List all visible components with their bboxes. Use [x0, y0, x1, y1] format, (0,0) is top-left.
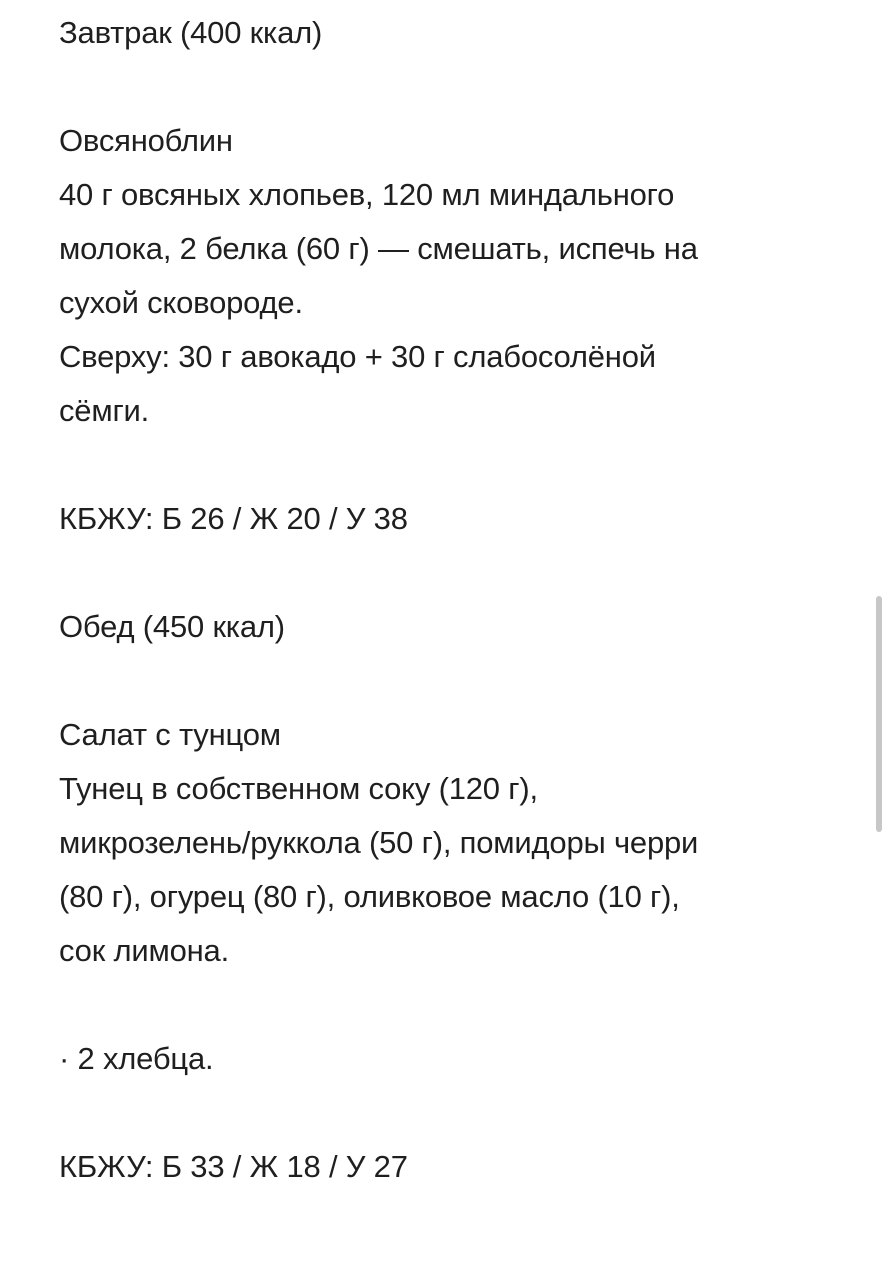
recipe-text-line: сёмги.: [59, 393, 150, 428]
dish-title-tuna-salad: Салат с тунцом: [59, 717, 281, 752]
bullet-item-bread: · 2 хлебца.: [59, 1041, 214, 1076]
recipe-text-line: молока, 2 белка (60 г) — смешать, испечь на: [59, 231, 698, 266]
section-heading-lunch: Обед (450 ккал): [59, 609, 285, 644]
scrollbar[interactable]: [876, 0, 882, 1286]
blank-line: [59, 1086, 849, 1140]
recipe-text-line: сок лимона.: [59, 933, 229, 968]
dish-title-oat-pancake: Овсяноблин: [59, 123, 233, 158]
recipe-text-line: сухой сковороде.: [59, 285, 303, 320]
blank-line: [59, 438, 849, 492]
note-body[interactable]: [59, 6, 849, 1194]
scrollbar-thumb[interactable]: [876, 596, 882, 832]
macros-breakfast: КБЖУ: Б 26 / Ж 20 / У 38: [59, 501, 408, 536]
recipe-text-line: (80 г), огурец (80 г), оливковое масло (10 г),: [59, 879, 680, 914]
blank-line: [59, 978, 849, 1032]
recipe-text-line: Сверху: 30 г авокадо + 30 г слабосолёной: [59, 339, 656, 374]
recipe-text-line: микрозелень/руккола (50 г), помидоры черри: [59, 825, 699, 860]
section-heading-breakfast: Завтрак (400 ккал): [59, 15, 323, 50]
blank-line: [59, 546, 849, 600]
macros-lunch: КБЖУ: Б 33 / Ж 18 / У 27: [59, 1149, 408, 1184]
blank-line: [59, 60, 849, 114]
blank-line: [59, 654, 849, 708]
recipe-text-line: Тунец в собственном соку (120 г),: [59, 771, 538, 806]
recipe-text-line: 40 г овсяных хлопьев, 120 мл миндального: [59, 177, 675, 212]
